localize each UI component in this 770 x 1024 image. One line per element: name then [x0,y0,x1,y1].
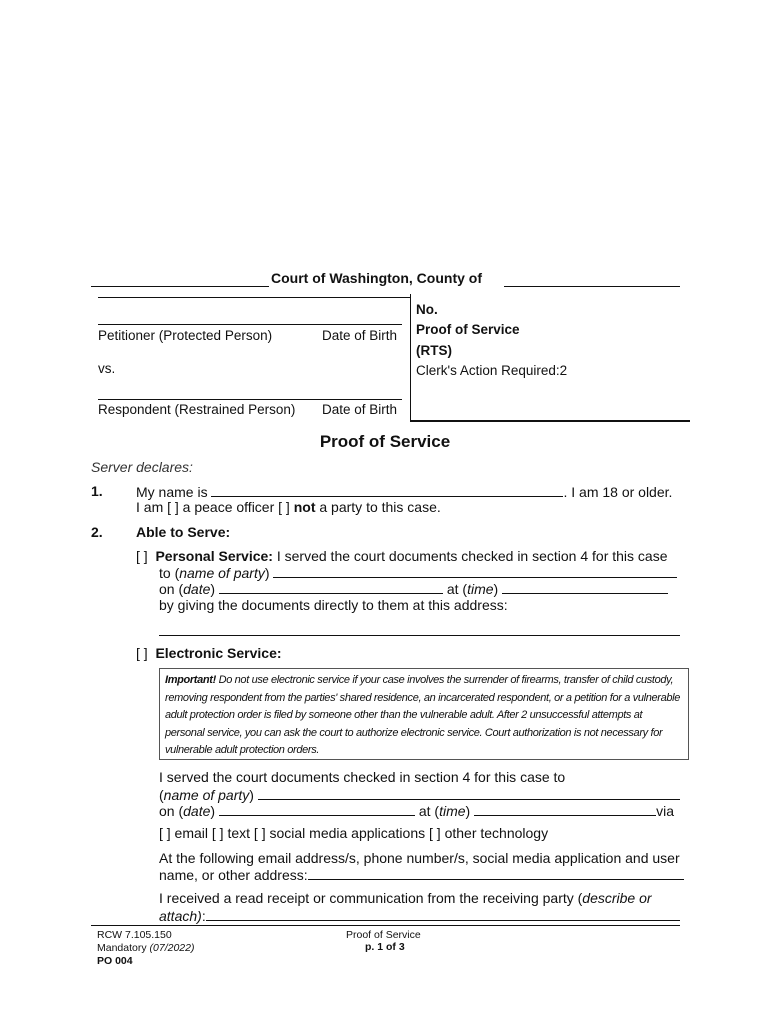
electronic-address-text1: At the following email address/s, phone number/s, social media application and user [159,850,680,866]
petitioner-label: Petitioner (Protected Person) [98,328,273,343]
important-notice [159,668,689,760]
item2-number: 2. [91,524,103,540]
doc-title-line1: Proof of Service [416,322,520,337]
court-title: Court of Washington, County of [271,270,482,286]
server-declares: Server declares: [91,459,193,475]
peace-officer-checkbox-text[interactable]: I am [ ] a peace officer [ ] [136,499,290,515]
county-blank-right[interactable] [504,286,680,287]
receipt-line2: attach): [159,907,680,924]
petitioner-name-line[interactable] [98,297,410,298]
my-name-label: My name is [136,484,208,500]
personal-date-field[interactable] [219,580,443,594]
electronic-service-checkbox[interactable]: [ ] [136,645,148,661]
item1-number: 1. [91,483,103,499]
receipt-description-field[interactable] [206,907,680,921]
personal-time-field[interactable] [502,580,668,594]
electronic-party-name-field[interactable] [258,786,680,800]
receipt-line1: I received a read receipt or communication from the receiving party (describe or [159,890,652,906]
not-word: not [293,499,316,515]
electronic-address-line: name, or other address: [159,866,684,883]
page-title: Proof of Service [319,432,451,451]
electronic-service-line [136,645,282,661]
personal-party-name-field[interactable] [273,564,677,578]
county-blank-left[interactable] [91,286,269,287]
dob-label-petitioner: Date of Birth [322,328,398,343]
personal-service-line1 [136,548,668,564]
electronic-address-field[interactable] [308,866,684,880]
personal-service-to: to (name of party) [159,564,677,581]
footer-mandatory: Mandatory (07/2022) [97,942,195,954]
item1-line2 [136,499,441,515]
party-text: a party to this case. [319,499,441,515]
vs-label: vs. [98,361,116,376]
personal-address-text: by giving the documents directly to them at this address: [159,597,508,613]
clerk-action: Clerk's Action Required:2 [416,363,568,378]
electronic-date-line: on (date) at (time) via [159,803,674,819]
via-label: via [656,803,674,819]
header-rule [410,420,690,422]
important-label: Important! [165,674,216,686]
personal-address-field[interactable] [159,635,680,636]
footer-rcw: RCW 7.105.150 [97,929,172,941]
footer-rule [91,925,680,926]
important-text: Do not use electronic service if your case involves the surrender of firearms, transfer of child custody, removing respondent from the parties' shared residence, an incarcerated respondent, or a petition for a vulnerable adult protection order is filed by someone other than the vulnerable adult. After 2 unsuccessful attempts at personal service, you can ask the court to authorize electronic service. Court authorization is not necessary for vulnerable adult protection orders. [165,674,680,756]
electronic-date-field[interactable] [219,802,415,816]
electronic-served-text: I served the court documents checked in section 4 for this case to [159,769,566,785]
case-number-label: No. [416,302,438,317]
respondent-label: Respondent (Restrained Person) [98,402,296,417]
personal-service-on: on (date) at (time) [159,580,668,597]
item2-heading: Able to Serve: [136,524,231,540]
server-name-field[interactable] [211,483,563,497]
personal-service-label: Personal Service: [155,548,273,564]
personal-service-checkbox[interactable]: [ ] [136,548,148,564]
personal-service-text: I served the court documents checked in section 4 for this case [276,548,668,564]
age-statement: . I am 18 or older. [563,484,673,500]
electronic-service-label: Electronic Service: [155,645,282,661]
caption-divider [410,294,411,421]
item1-line1 [136,483,672,500]
footer-center-title: Proof of Service [346,929,421,941]
electronic-time-field[interactable] [474,802,656,816]
footer-form-number: PO 004 [97,955,133,967]
electronic-methods[interactable]: [ ] email [ ] text [ ] social media applications [ ] other technology [159,825,549,841]
doc-title-line2: (RTS) [416,343,452,358]
electronic-party-line: (name of party) [159,786,680,803]
footer-page-number: p. 1 of 3 [365,941,405,953]
petitioner-underline[interactable] [98,324,402,325]
respondent-underline[interactable] [98,399,402,400]
dob-label-respondent: Date of Birth [322,402,398,417]
